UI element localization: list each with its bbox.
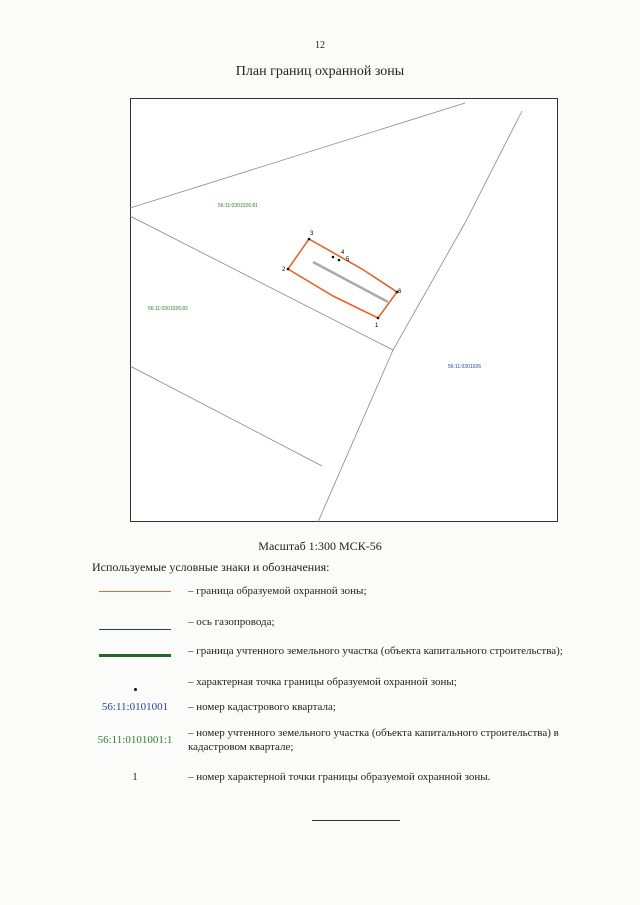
legend-symbol	[80, 680, 190, 698]
legend-title: Используемые условные знаки и обозначения:	[92, 560, 330, 574]
page-number: 12	[315, 40, 325, 51]
legend-symbol	[80, 768, 190, 786]
quarter-label: 56:11:0301026	[448, 364, 481, 370]
point-number: 1	[375, 323, 379, 329]
parcel-number-sample: 56:11:0101001:1	[97, 734, 173, 746]
legend-symbol	[80, 731, 190, 749]
legend-symbol	[80, 646, 190, 664]
legend-text: – характерная точка границы образуемой охранной зоны;	[188, 676, 457, 688]
blue-line-symbol	[99, 629, 171, 630]
legend-text: – номер учтенного земельного участка (объекта капитального строительства) в кадастровом квартале;	[188, 727, 559, 753]
point-number: 5	[346, 257, 350, 263]
legend-symbol	[80, 620, 190, 638]
point-number: 2	[282, 267, 286, 273]
boundary-point	[332, 256, 335, 259]
boundary-point	[338, 259, 341, 262]
point-number: 4	[341, 250, 345, 256]
legend-text: – граница учтенного земельного участка (объекта капитального строительства);	[188, 645, 563, 657]
orange-line-symbol	[99, 591, 171, 592]
legend-text: – ось газопровода;	[188, 616, 275, 628]
boundary-point	[377, 317, 380, 320]
legend-symbol	[80, 698, 190, 716]
cadastral-map	[130, 98, 558, 522]
point-number: 6	[398, 289, 402, 295]
legend-text: – номер кадастрового квартала;	[188, 701, 336, 713]
boundary-point	[308, 238, 311, 241]
map-scale: Масштаб 1:300 МСК-56	[258, 539, 382, 553]
quarter-number-sample: 56:11:0101001	[101, 701, 169, 713]
green-line-symbol	[99, 654, 171, 657]
parcel-label: 56:11:0301026:82	[148, 306, 188, 312]
legend-text: – номер характерной точки границы образуемой охранной зоны.	[188, 771, 491, 783]
parcel-label: 56:11:0301026:81	[218, 203, 258, 209]
point-symbol	[134, 688, 137, 691]
point-number: 3	[310, 231, 314, 237]
map-title: План границ охранной зоны	[235, 64, 405, 79]
point-number-sample: 1	[132, 771, 138, 783]
legend-symbol	[80, 582, 190, 600]
closing-rule	[312, 820, 400, 821]
boundary-point	[287, 268, 290, 271]
legend-text: – граница образуемой охранной зоны;	[188, 585, 367, 597]
